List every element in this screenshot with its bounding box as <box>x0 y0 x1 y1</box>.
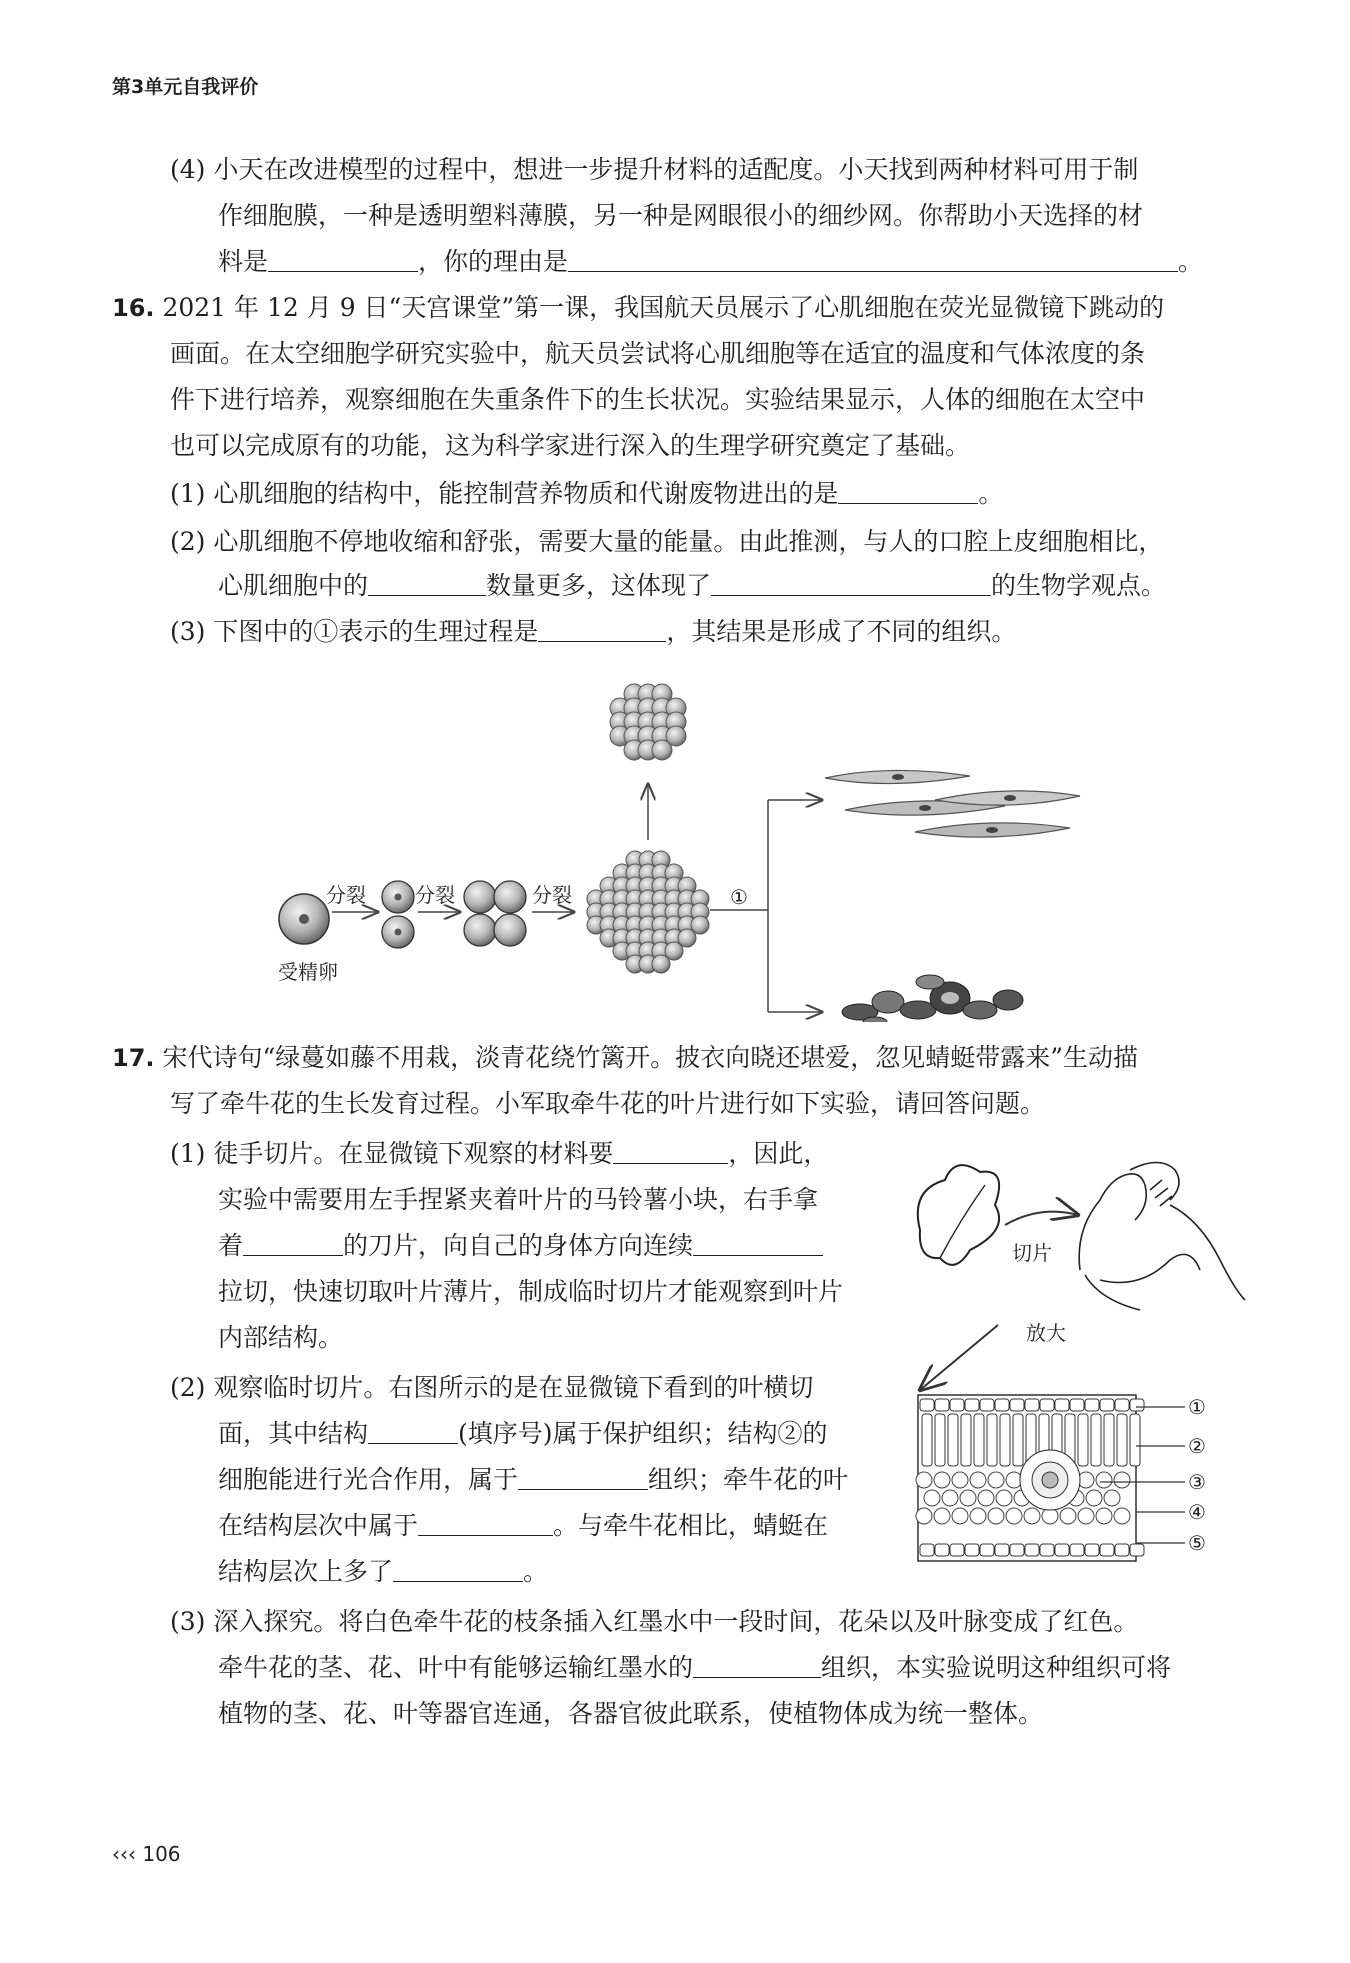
slicing-label: 切片 <box>1012 1241 1052 1265</box>
small-cell-cluster <box>610 684 686 760</box>
q16-line3: 件下进行培养，观察细胞在失重条件下的生长状况。实验结果显示，人体的细胞在太空中 <box>170 385 1146 414</box>
differentiation-marker: ① <box>730 885 748 909</box>
q17-part1-text-a: (1) 徒手切片。在显微镜下观察的材料要 <box>170 1139 614 1168</box>
q16-part3 <box>170 614 1016 650</box>
division-label-1: 分裂 <box>326 883 366 907</box>
leaf-section-figure <box>900 1150 1250 1570</box>
q16-part2-text-c: 的生物学观点。 <box>991 571 1167 600</box>
q16-line2: 画面。在太空细胞学研究实验中，航天员尝试将心肌细胞等在适宜的温度和气体浓度的条 <box>170 339 1146 368</box>
q16-part2-line2 <box>218 568 1166 604</box>
q16-number: 16. <box>112 294 155 322</box>
q15-4-line3 <box>218 244 1203 280</box>
q17-part1-blank2[interactable] <box>243 1231 343 1256</box>
q17-part2-blank1[interactable] <box>368 1419 458 1444</box>
section-label-2: ② <box>1188 1434 1206 1458</box>
q17-part2-text-g: 。与牵牛花相比，蜻蜓在 <box>553 1511 829 1540</box>
q15-4-text-b: ，你的理由是 <box>418 247 569 276</box>
zoom-arrow <box>920 1325 998 1390</box>
q17-part2-line5 <box>218 1554 548 1590</box>
q17-line2: 写了牵牛花的生长发育过程。小军取牵牛花的叶片进行如下实验，请回答问题。 <box>170 1089 1046 1118</box>
q17-part1-text-e: 的刀片，向自己的身体方向连续 <box>343 1231 694 1260</box>
q16-line1 <box>112 290 1164 326</box>
zoom-label: 放大 <box>1026 1321 1066 1345</box>
zygote-label: 受精卵 <box>278 960 338 984</box>
q17-part1-blank1[interactable] <box>613 1139 728 1164</box>
q17-part2-text-b: 面，其中结构 <box>218 1419 369 1448</box>
q16-part1-text: (1) 心肌细胞的结构中，能控制营养物质和代谢废物进出的是 <box>170 479 839 508</box>
q17-part2-line1: (2) 观察临时切片。右图所示的是在显微镜下看到的叶横切 <box>170 1373 814 1402</box>
q17-part2-text-d: 细胞能进行光合作用，属于 <box>218 1465 519 1494</box>
q15-4-text-a: 料是 <box>218 247 269 276</box>
q16-part1-end: 。 <box>978 479 1004 508</box>
slicing-arrow <box>1005 1212 1078 1225</box>
q17-part2-line4 <box>218 1508 828 1544</box>
cell-mass <box>587 851 709 973</box>
q17-part1-line5: 内部结构。 <box>218 1323 344 1352</box>
q17-part3-text-c: 组织，本实验说明这种组织可将 <box>821 1653 1172 1682</box>
page-number: 106 <box>142 1842 181 1866</box>
two-cell-stage <box>382 881 414 948</box>
q17-part2-text-h: 结构层次上多了 <box>218 1557 394 1586</box>
q17-part2-text-e: 组织；牵牛花的叶 <box>648 1465 849 1494</box>
q17-part2-text-i: 。 <box>523 1557 549 1586</box>
q16-part3-blank[interactable] <box>538 617 666 642</box>
q17-part1-blank3[interactable] <box>693 1231 823 1256</box>
division-label-2: 分裂 <box>415 883 455 907</box>
section-label-1: ① <box>1188 1395 1206 1419</box>
q17-part1-line3 <box>218 1228 823 1264</box>
blood-cells <box>842 975 1023 1022</box>
q17-part3-text-b: 牵牛花的茎、花、叶中有能够运输红墨水的 <box>218 1653 694 1682</box>
section-label-5: ⑤ <box>1188 1531 1206 1555</box>
division-label-3: 分裂 <box>532 883 572 907</box>
q16-part3-text-a: (3) 下图中的①表示的生理过程是 <box>170 617 539 646</box>
q17-part2-blank3[interactable] <box>418 1511 553 1536</box>
q17-part1-line1 <box>170 1136 828 1172</box>
leaf-icon <box>918 1165 999 1265</box>
leaf-cross-section <box>916 1395 1144 1561</box>
section-label-3: ③ <box>1188 1470 1206 1494</box>
q17-part2-text-c: (填序号)属于保护组织；结构②的 <box>458 1419 828 1448</box>
q16-part3-text-b: ，其结果是形成了不同的组织。 <box>666 617 1017 646</box>
q17-part2-blank4[interactable] <box>393 1557 523 1582</box>
section-label-4: ④ <box>1188 1500 1206 1524</box>
q16-part1 <box>170 476 1003 512</box>
q15-4-reason-blank[interactable] <box>568 247 1178 272</box>
q16-line4: 也可以完成原有的功能，这为科学家进行深入的生理学研究奠定了基础。 <box>170 431 971 460</box>
q17-part2-line3 <box>218 1462 848 1498</box>
four-cell-stage <box>464 881 526 946</box>
q17-part2-blank2[interactable] <box>518 1465 648 1490</box>
page-footer <box>112 1842 181 1866</box>
q16-part2-line1: (2) 心肌细胞不停地收缩和舒张，需要大量的能量。由此推测，与人的口腔上皮细胞相比， <box>170 527 1164 556</box>
q16-part2-text-b: 数量更多，这体现了 <box>486 571 712 600</box>
q16-part2-text-a: 心肌细胞中的 <box>218 571 369 600</box>
q17-stem-1: 宋代诗句“绿蔓如藤不用栽，淡青花绕竹篱开。披衣向晓还堪爱，忽见蜻蜓带露来”生动描 <box>162 1043 1139 1072</box>
q16-part2-blank2[interactable] <box>711 571 991 596</box>
unit-title: 第3单元自我评价 <box>112 76 259 98</box>
q17-part2-text-f: 在结构层次中属于 <box>218 1511 419 1540</box>
footer-arrows: ‹‹‹ <box>112 1842 136 1866</box>
q17-number: 17. <box>112 1044 155 1072</box>
q17-part2-line2 <box>218 1416 828 1452</box>
q16-stem-1: 2021 年 12 月 9 日“天宫课堂”第一课，我国航天员展示了心肌细胞在荧光显微镜下跳动的 <box>162 293 1165 322</box>
q17-part3-line2 <box>218 1650 1171 1686</box>
q15-4-line2: 作细胞膜，一种是透明塑料薄膜，另一种是网眼很小的细纱网。你帮助小天选择的材 <box>218 201 1144 230</box>
q15-4-text-c: 。 <box>1178 247 1204 276</box>
q17-part1-text-d: 着 <box>218 1231 244 1260</box>
hands-slicing-icon <box>1079 1163 1245 1311</box>
q17-part3-blank[interactable] <box>693 1653 821 1678</box>
zygote-cell <box>279 894 329 944</box>
q17-part1-line2: 实验中需要用左手捏紧夹着叶片的马铃薯小块，右手拿 <box>218 1185 819 1214</box>
muscle-cells <box>825 770 1080 837</box>
q17-part1-text-b: ，因此， <box>728 1139 829 1168</box>
q17-line1 <box>112 1040 1138 1076</box>
q17-part3-line1: (3) 深入探究。将白色牵牛花的枝条插入红墨水中一段时间，花朵以及叶脉变成了红色。 <box>170 1607 1139 1636</box>
q15-4-material-blank[interactable] <box>268 247 418 272</box>
q16-part1-blank[interactable] <box>838 479 978 504</box>
q15-4-line1: (4) 小天在改进模型的过程中，想进一步提升材料的适配度。小天找到两种材料可用于制 <box>170 155 1139 184</box>
q16-part2-blank1[interactable] <box>368 571 486 596</box>
q17-part3-line3: 植物的茎、花、叶等器官连通，各器官彼此联系，使植物体成为统一整体。 <box>218 1699 1044 1728</box>
cell-differentiation-figure <box>270 672 1090 1022</box>
q17-part1-line4: 拉切，快速切取叶片薄片，制成临时切片才能观察到叶片 <box>218 1277 844 1306</box>
